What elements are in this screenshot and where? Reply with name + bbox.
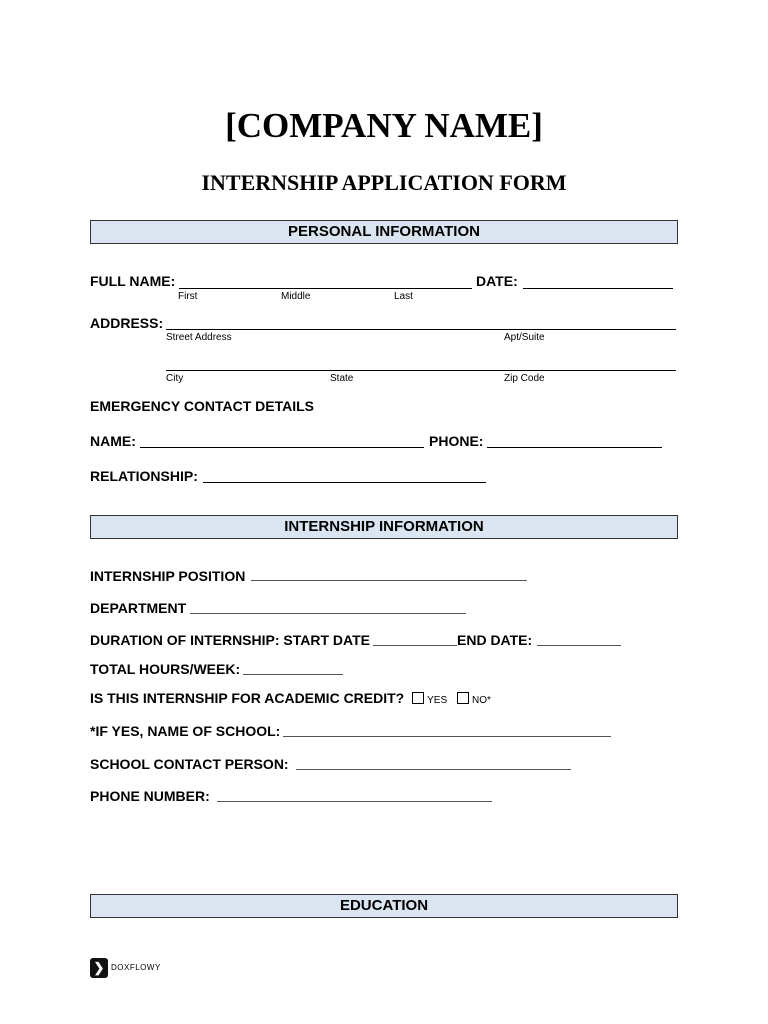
- yes-checkbox[interactable]: [412, 692, 424, 704]
- date-label: DATE:: [476, 273, 518, 289]
- no-checkbox[interactable]: [457, 692, 469, 704]
- total-hours-label: TOTAL HOURS/WEEK:: [90, 661, 241, 677]
- company-name: [COMPANY NAME]: [225, 106, 543, 145]
- city-sublabel: City: [166, 373, 184, 384]
- date-field[interactable]: [523, 288, 673, 289]
- end-date-label: END DATE:: [457, 632, 533, 648]
- section-education: EDUCATION: [90, 894, 678, 918]
- section-internship-information: INTERNSHIP INFORMATION: [90, 515, 678, 539]
- full-name-label: FULL NAME:: [90, 273, 176, 289]
- total-hours-field[interactable]: [243, 674, 343, 675]
- no-option-label: NO*: [472, 695, 491, 706]
- academic-credit-row: [90, 690, 497, 706]
- zip-code-sublabel: Zip Code: [504, 373, 545, 384]
- academic-credit-label: IS THIS INTERNSHIP FOR ACADEMIC CREDIT?: [90, 690, 405, 706]
- doxflowy-logo-text: DOXFLOWY: [111, 963, 161, 972]
- duration-start-date-label: DURATION OF INTERNSHIP: START DATE: [90, 632, 370, 648]
- department-field[interactable]: [190, 613, 466, 614]
- state-sublabel: State: [330, 373, 354, 384]
- school-contact-label: SCHOOL CONTACT PERSON:: [90, 756, 289, 772]
- street-address-field[interactable]: [166, 329, 676, 330]
- relationship-label: RELATIONSHIP:: [90, 468, 198, 484]
- end-date-field[interactable]: [537, 645, 621, 646]
- relationship-field[interactable]: [203, 482, 486, 483]
- emergency-contact-heading: EMERGENCY CONTACT DETAILS: [90, 398, 315, 414]
- department-label: DEPARTMENT: [90, 600, 187, 616]
- school-name-field[interactable]: [283, 736, 611, 737]
- section-personal-information: PERSONAL INFORMATION: [90, 220, 678, 244]
- last-name-sublabel: Last: [394, 291, 413, 302]
- start-date-field[interactable]: [373, 645, 457, 646]
- street-address-sublabel: Street Address: [166, 332, 232, 343]
- emergency-phone-label: PHONE:: [429, 433, 484, 449]
- middle-name-sublabel: Middle: [281, 291, 311, 302]
- city-state-zip-field[interactable]: [166, 370, 676, 371]
- school-name-label: *IF YES, NAME OF SCHOOL:: [90, 723, 281, 739]
- emergency-name-label: NAME:: [90, 433, 136, 449]
- school-contact-field[interactable]: [296, 769, 571, 770]
- yes-option-label: YES: [427, 695, 448, 706]
- emergency-name-field[interactable]: [140, 447, 424, 448]
- emergency-phone-field[interactable]: [487, 447, 662, 448]
- doxflowy-logo-icon: ❯: [90, 958, 108, 978]
- phone-number-field[interactable]: [217, 801, 492, 802]
- address-label: ADDRESS:: [90, 315, 164, 331]
- apt-suite-sublabel: Apt/Suite: [504, 332, 545, 343]
- first-name-sublabel: First: [178, 291, 198, 302]
- phone-number-label: PHONE NUMBER:: [90, 788, 210, 804]
- internship-position-field[interactable]: [251, 580, 527, 581]
- full-name-field[interactable]: [179, 288, 472, 289]
- internship-position-label: INTERNSHIP POSITION: [90, 568, 246, 584]
- form-title: INTERNSHIP APPLICATION FORM: [201, 170, 567, 195]
